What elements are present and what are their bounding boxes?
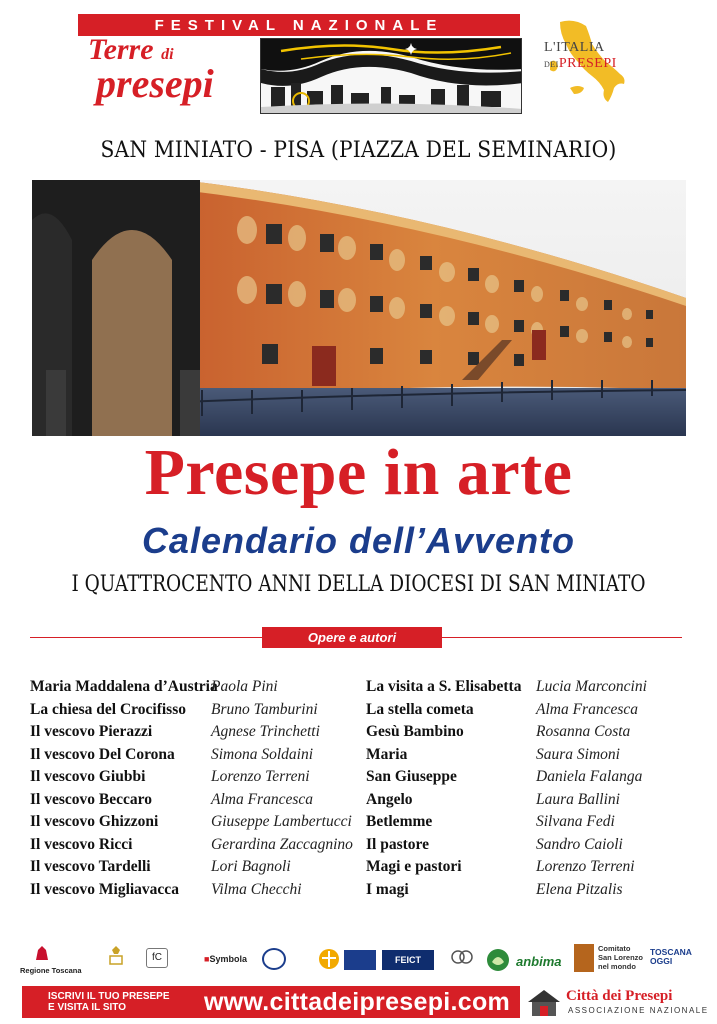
comitato-line1: Comitato	[598, 944, 631, 953]
work-author: Paola Pini	[211, 678, 278, 696]
divider-right	[442, 637, 682, 638]
comitato-logo	[598, 944, 643, 971]
fc-logo-icon: fC	[146, 948, 168, 968]
work-author: Gerardina Zaccagnino	[211, 835, 353, 853]
work-title: Il pastore	[366, 835, 430, 853]
work-author: Agnese Trinchetti	[211, 723, 320, 741]
work-title: Gesù Bambino	[366, 723, 464, 741]
list-item	[30, 676, 353, 699]
festival-label: FESTIVAL NAZIONALE	[154, 16, 444, 34]
italia-presepi-word: PRESEPI	[558, 56, 617, 71]
comitato-line3: nel mondo	[598, 962, 636, 971]
italia-dei-presepi-logo	[540, 18, 650, 110]
work-author: Alma Francesca	[211, 790, 314, 808]
list-item	[366, 766, 647, 789]
work-author: Daniela Falanga	[536, 768, 643, 786]
work-author: Rosanna Costa	[536, 723, 631, 741]
italia-logo-text	[544, 40, 617, 72]
work-author: Sandro Caioli	[536, 835, 623, 853]
feict-label: FEICT	[395, 955, 421, 965]
works-list-left	[30, 676, 353, 901]
footer-banner	[22, 986, 520, 1018]
work-title: Il vescovo Del Corona	[30, 745, 175, 763]
diocese-box-logo	[344, 950, 376, 970]
work-title: Betlemme	[366, 813, 433, 831]
feict-logo	[382, 950, 434, 970]
work-title: La stella cometa	[366, 700, 474, 718]
footer-cta-line1: ISCRIVI IL TUO PRESEPE	[48, 990, 170, 1002]
work-title: Il vescovo Giubbi	[30, 768, 146, 786]
list-item	[366, 834, 647, 857]
work-title: La visita a S. Elisabetta	[366, 678, 522, 696]
divider-left	[30, 637, 262, 638]
work-author: Silvana Fedi	[536, 813, 615, 831]
main-title: Presepe in arte	[144, 436, 573, 509]
works-list-right	[366, 676, 647, 901]
work-title: San Giuseppe	[366, 768, 457, 786]
list-item	[30, 744, 353, 767]
section-label-text: Opere e autori	[307, 630, 397, 645]
work-author: Elena Pitzalis	[536, 880, 623, 898]
work-title: Angelo	[366, 790, 413, 808]
brand-word-di: di	[161, 46, 174, 63]
website-link[interactable]: www.cittadeipresepi.com	[204, 987, 511, 1016]
work-title: Il vescovo Beccaro	[30, 790, 152, 808]
list-item	[30, 789, 353, 812]
rings-logo-icon	[450, 948, 474, 966]
seminary-building-photo	[32, 180, 686, 436]
brand-word-presepi: presepi	[96, 60, 214, 106]
italia-dei-word: DEI	[544, 60, 559, 69]
anbima-logo: anbima	[516, 954, 562, 969]
symbola-label: Symbola	[209, 954, 247, 964]
regione-toscana-label: Regione Toscana	[20, 966, 82, 975]
comitato-line2: San Lorenzo	[598, 953, 644, 962]
work-author: Laura Ballini	[536, 790, 620, 808]
association-seal-icon	[262, 948, 286, 970]
work-title: Magi e pastori	[366, 858, 462, 876]
sponsor-logos	[14, 942, 704, 980]
section-label	[262, 627, 442, 648]
list-item	[366, 811, 647, 834]
work-author: Lorenzo Terreni	[211, 768, 310, 786]
citta-logo-subtitle: ASSOCIAZIONE NAZIONALE	[568, 1006, 709, 1015]
work-title: Il vescovo Ricci	[30, 835, 133, 853]
list-item	[30, 766, 353, 789]
list-item	[30, 811, 353, 834]
italia-word: L'ITALIA	[544, 40, 605, 55]
work-author: Simona Soldaini	[211, 745, 314, 763]
footer-cta	[48, 991, 198, 1014]
leaf-emblem-icon	[486, 948, 510, 972]
event-location: SAN MINIATO - PISA (PIAZZA DEL SEMINARIO)	[100, 138, 617, 163]
nativity-night-illustration	[260, 38, 522, 114]
saint-portrait-icon	[574, 944, 594, 972]
work-title: Il vescovo Ghizzoni	[30, 813, 159, 831]
terre-di-presepi-logo	[84, 33, 256, 116]
citta-dei-presepi-logo	[526, 986, 709, 1020]
list-item	[30, 834, 353, 857]
list-item	[366, 879, 647, 902]
work-title: Maria Maddalena d’Austria	[30, 678, 218, 696]
list-item	[30, 856, 353, 879]
nativity-hut-icon	[526, 988, 562, 1018]
cross-circle-icon	[318, 948, 340, 970]
work-author: Alma Francesca	[536, 700, 639, 718]
list-item	[366, 676, 647, 699]
footer-cta-line2: E VISITA IL SITO	[48, 1002, 126, 1013]
list-item	[30, 699, 353, 722]
list-item	[30, 721, 353, 744]
list-item	[366, 789, 647, 812]
subtitle: Calendario dell’Avvento	[141, 520, 576, 561]
brand-word-terre: Terre	[88, 33, 154, 66]
list-item	[30, 879, 353, 902]
work-author: Giuseppe Lambertucci	[211, 813, 352, 831]
tagline: I QUATTROCENTO ANNI DELLA DIOCESI DI SAN MINIATO	[71, 572, 646, 597]
regione-toscana-logo	[32, 944, 52, 962]
work-title: Maria	[366, 745, 408, 763]
citta-logo-name: Città dei Presepi	[566, 988, 673, 1004]
list-item	[366, 699, 647, 722]
list-item	[366, 856, 647, 879]
list-item	[366, 721, 647, 744]
vatican-emblem-icon	[104, 944, 128, 966]
work-author: Saura Simoni	[536, 745, 620, 763]
toscana-oggi-line1: TOSCANA	[650, 947, 692, 957]
work-title: I magi	[366, 880, 409, 898]
work-title: Il vescovo Tardelli	[30, 858, 151, 876]
toscana-oggi-line2: OGGI	[650, 956, 673, 967]
work-author: Lori Bagnoli	[211, 858, 291, 876]
list-item	[366, 744, 647, 767]
work-author: Lorenzo Terreni	[536, 858, 635, 876]
work-title: Il vescovo Pierazzi	[30, 723, 153, 741]
work-author: Bruno Tamburini	[211, 700, 318, 718]
symbola-logo: ■Symbola	[204, 954, 247, 964]
toscana-oggi-logo	[650, 948, 692, 967]
work-author: Lucia Marconcini	[536, 678, 647, 696]
work-author: Vilma Checchi	[211, 880, 302, 898]
work-title: La chiesa del Crocifisso	[30, 700, 186, 718]
work-title: Il vescovo Migliavacca	[30, 880, 179, 898]
